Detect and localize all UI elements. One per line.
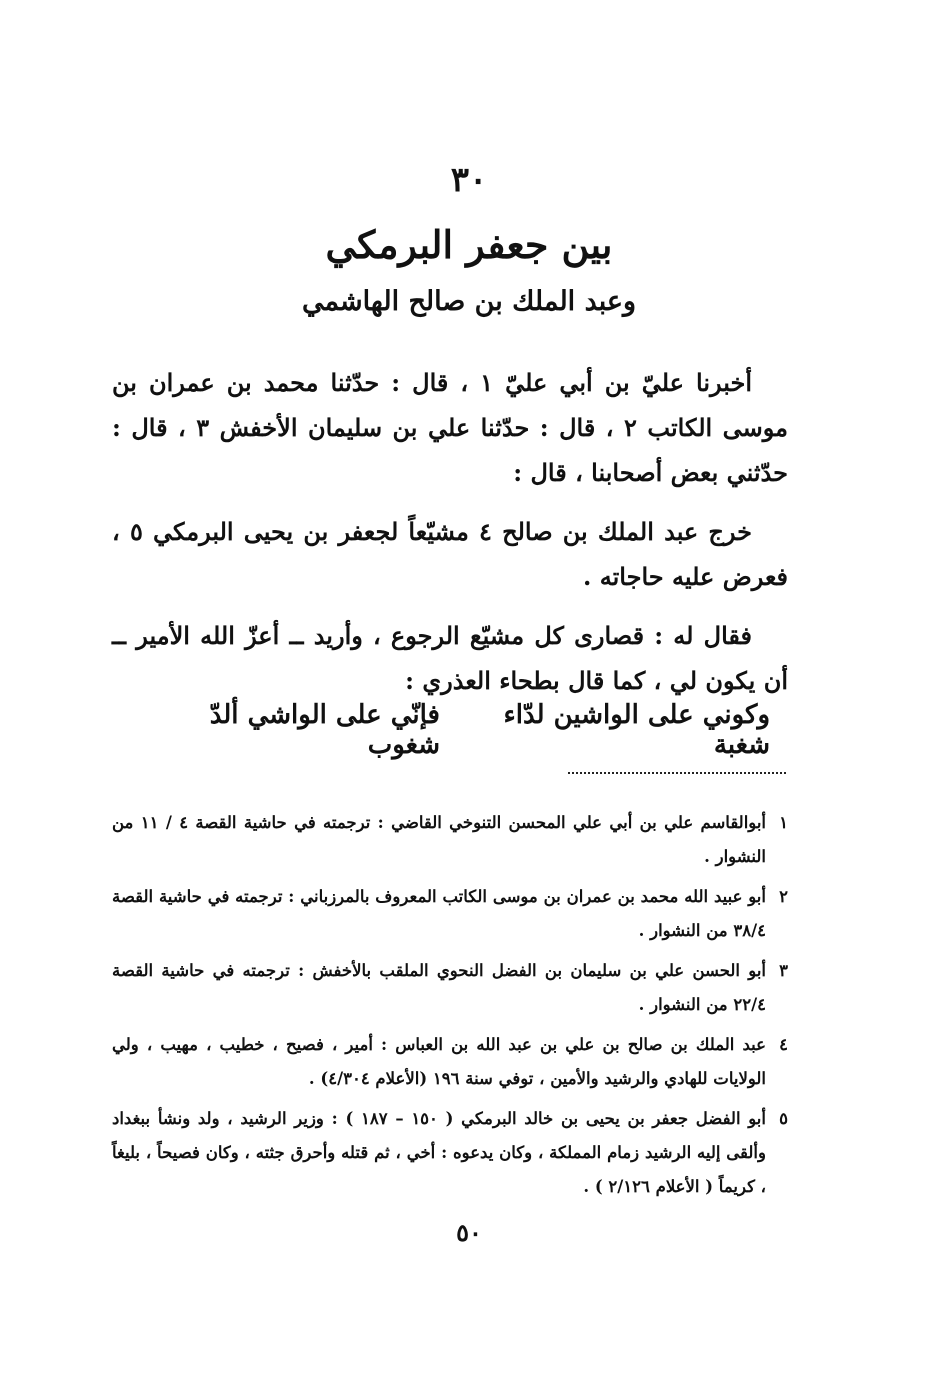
footnote-number: ٤	[779, 1035, 788, 1054]
main-text	[112, 360, 788, 717]
verse-second-hemistich: فإنّي على الواشي ألدّ شغوب	[209, 700, 440, 760]
paragraph: فقال له : قصارى كل مشيّع الرجوع ، وأريد ــ أعزّ الله الأمير ــ أن يكون لي ، كما قال بطحاء العذري :	[112, 621, 788, 695]
paragraph: خرج عبد الملك بن صالح ٤ مشيّعاً لجعفر بن يحيى البرمكي ٥ ، فعرض عليه حاجاته .	[112, 517, 788, 591]
footnote-number: ١	[779, 813, 788, 832]
footnote-item	[112, 954, 788, 1022]
footnote-text: أبوالقاسم علي بن أبي علي المحسن التنوخي القاضي : ترجمته في حاشية القصة ٤ / ١١ من النشوار .	[112, 813, 766, 866]
footnote-text: أبو عبيد الله محمد بن عمران بن موسى الكاتب المعروف بالمرزباني : ترجمته في حاشية القصة ٣٨/٤ من النشوار .	[112, 887, 766, 940]
footnote-item	[112, 880, 788, 948]
footnote-divider	[568, 772, 786, 774]
footnote-text: أبو الفضل جعفر بن يحيى بن خالد البرمكي ( ١٥٠ – ١٨٧ ) : وزير الرشيد ، ولد ونشأ ببغداد وألقى إليه الرشيد زمام المملكة ، وكان يدعوه : أخي ، ثم قتله وأحرق جثته ، وكان فصيحاً ، بليغاً ، كريماً ( الأعلام ٢/١٢٦ ) .	[112, 1109, 766, 1196]
verse-first-hemistich: وكوني على الواشين لدّاء شغبة	[503, 700, 770, 760]
story-number: ٣٠	[450, 160, 488, 200]
footnote-text: عبد الملك بن صالح بن علي بن عبد الله بن العباس : أمير ، فصيح ، خطيب ، مهيب ، ولي الولايات للهادي والرشيد والأمين ، توفي سنة ١٩٦ (الأعلام ٤/٣٠٤) .	[112, 1035, 766, 1088]
page-subtitle: وعبد الملك بن صالح الهاشمي	[301, 286, 637, 317]
footnote-item	[112, 1028, 788, 1096]
footnote-item	[112, 1102, 788, 1204]
page-number: ٥٠	[456, 1218, 482, 1247]
footnotes	[112, 806, 788, 1210]
page-title: بين جعفر البرمكي	[325, 222, 613, 267]
footnote-number: ٢	[779, 887, 788, 906]
poem-verse	[130, 700, 770, 760]
footnote-text: أبو الحسن علي بن سليمان بن الفضل النحوي الملقب بالأخفش : ترجمته في حاشية القصة ٢٢/٤ من النشوار .	[112, 961, 766, 1014]
footnote-number: ٥	[779, 1109, 788, 1128]
footnote-item	[112, 806, 788, 874]
footnote-number: ٣	[779, 961, 788, 980]
paragraph: أخبرنا عليّ بن أبي عليّ ١ ، قال : حدّثنا محمد بن عمران بن موسى الكاتب ٢ ، قال : حدّثنا علي بن سليمان الأخفش ٣ ، قال : حدّثني بعض أصحابنا ، قال :	[112, 368, 789, 487]
